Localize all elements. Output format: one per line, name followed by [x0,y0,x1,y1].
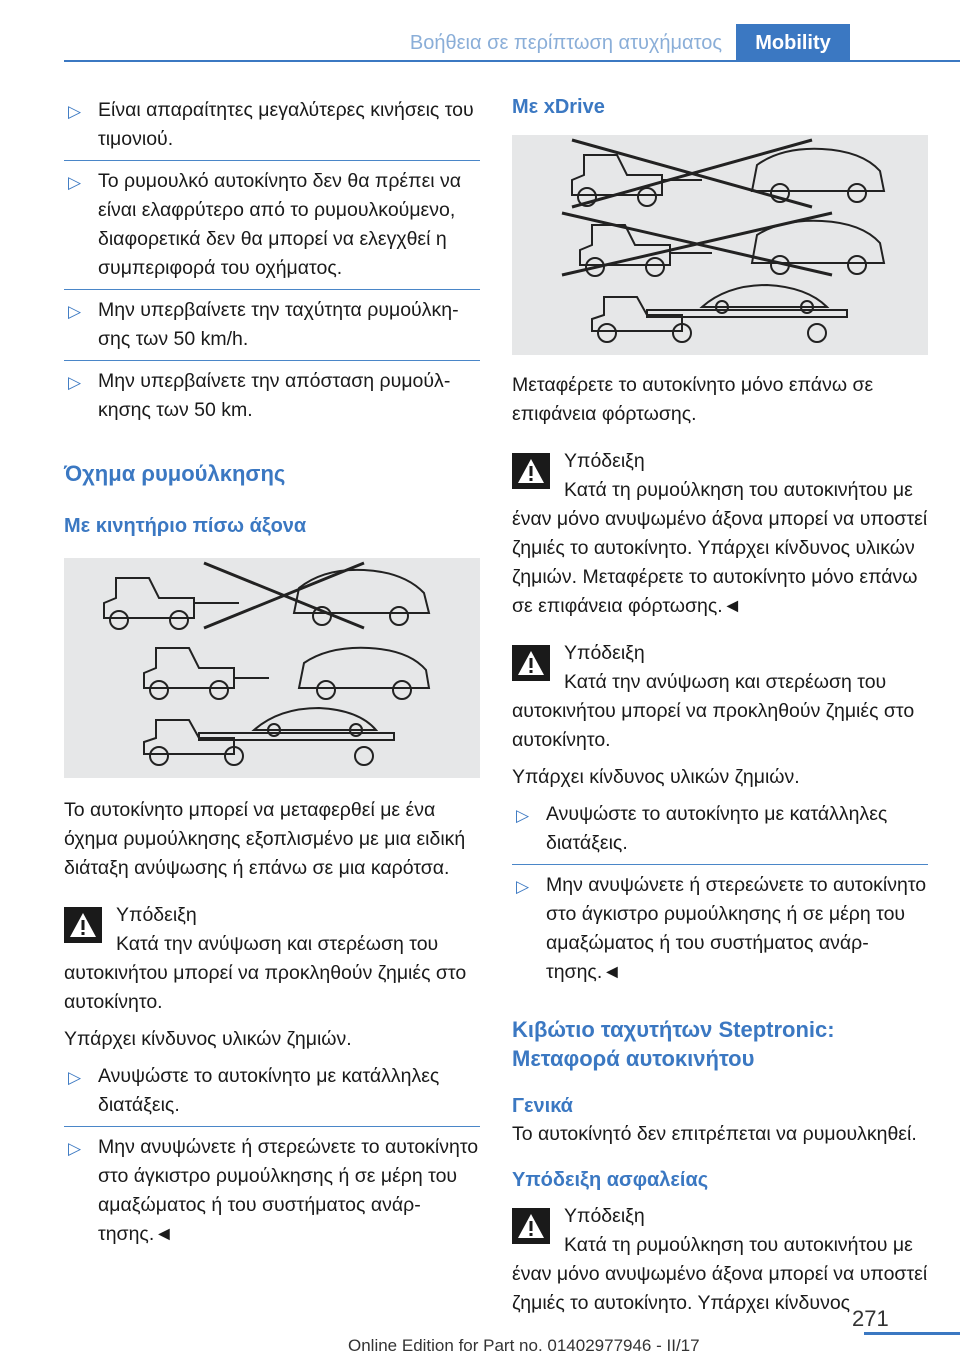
bullet-triangle-icon: ▷ [516,877,530,896]
bullet-triangle-icon: ▷ [516,806,530,825]
note-text: Κατά τη ρυμούλκηση του αυτοκινήτου με έναν μόνο ανυψωμένο άξονα μπορεί να υποστεί ζημιές το αυτοκίνητο. Υπάρχει κίνδυνος [512,1234,928,1314]
subheading-rear-axle: Με κινητήριο πίσω άξονα [64,515,307,537]
risk-list [64,1062,480,1255]
xdrive-caption: Μεταφέρετε το αυτοκίνητο μόνο επάνω σε επιφάνεια φόρτωσης. [512,374,874,425]
general-text: Το αυτοκίνητό δεν επιτρέπεται να ρυμουλκηθεί. [512,1123,917,1145]
risk-list [512,800,928,993]
towing-illustration-rwd [64,558,480,778]
subheading-safety-note: Υπόδειξη ασφαλείας [512,1169,709,1191]
note-block [512,447,928,621]
list-item: ▷ Μην ανυψώνετε ή στερεώνετε το αυτοκίνητο στο άγκιστρο ρυμούλκησης ή σε μέρη του αμαξώματος ή του συστήματος ανάρτησης.◄ [68,1136,479,1245]
list-item: ▷ Μην ανυψώνετε ή στερεώνετε το αυτοκίνητο στο άγκιστρο ρυμούλκησης ή σε μέρη του αμαξώματος ή του συστήματος ανάρτησης.◄ [516,874,927,983]
note-title: Υπόδειξη [564,642,645,664]
note-block [512,639,928,755]
list-item: ▷ Ανυψώστε το αυτοκίνητο με κατάλληλες διατάξεις. [512,800,928,865]
bullet-triangle-icon: ▷ [68,1068,82,1087]
subheading-general: Γενικά [512,1095,573,1117]
page-header [0,0,960,62]
note-text: Κατά την ανύψωση και στερέωση του αυτοκινήτου μπορεί να προκληθούν ζημιές στο αυτοκίνητο. [512,671,915,751]
footer-rule [864,1332,960,1335]
list-item: ▷ Μην υπερβαίνετε την ταχύτητα ρυμούλκησης των 50 km/h. [64,296,480,361]
risk-text: Υπάρχει κίνδυνος υλικών ζημιών. [512,766,800,788]
warning-icon [512,1208,550,1244]
section-heading-steptronic: Κιβώτιο ταχυτήτων Steptronic: Μεταφορά αυτοκινήτου [512,1017,835,1071]
header-section-title: Βοήθεια σε περίπτωση ατυχήματος [409,32,722,54]
section-heading-tow-vehicle: Όχημα ρυμούλκησης [64,461,286,486]
rwd-caption: Το αυτοκίνητο μπορεί να μεταφερθεί με ένα όχημα ρυμούλκησης εξοπλισμένο με μια ειδική διάταξη ανύψωσης ή επάνω σε μια καρότσα. [64,799,466,879]
bullet-triangle-icon: ▷ [68,373,82,392]
header-rule [64,60,960,62]
towing-illustration-xdrive [512,135,928,355]
list-item: ▷ Το ρυμουλκό αυτοκίνητο δεν θα πρέπει να είναι ελαφρύτερο από το ρυμουλκούμενο, διαφορετικά δεν θα μπορεί να ελεγχθεί η συμπεριφορά του οχήματος. [64,167,480,290]
list-item: ▷ Μην υπερβαίνετε την απόσταση ρυμούλκησης των 50 km. [68,370,451,421]
page-number: 271 [852,1306,889,1331]
requirements-list [64,96,480,431]
list-item: ▷ Είναι απαραίτητες μεγαλύτερες κινήσεις του τιμονιού. [64,96,480,161]
bullet-triangle-icon: ▷ [68,102,82,121]
bullet-triangle-icon: ▷ [68,302,82,321]
note-title: Υπόδειξη [564,450,645,472]
towing-drawing [512,135,928,355]
footer-edition: Online Edition for Part no. 01402977946 - II/17 [348,1336,700,1355]
list-item: ▷ Ανυψώστε το αυτοκίνητο με κατάλληλες διατάξεις. [64,1062,480,1127]
warning-icon [512,645,550,681]
warning-icon [512,453,550,489]
note-title: Υπόδειξη [564,1205,645,1227]
note-block [64,901,480,1017]
bullet-triangle-icon: ▷ [68,1139,82,1158]
warning-icon [64,907,102,943]
towing-drawing [64,558,480,778]
note-text: Κατά τη ρυμούλκηση του αυτοκινήτου με έναν μόνο ανυψωμένο άξονα μπορεί να υποστεί ζημιές το αυτοκίνητο. Υπάρχει κίνδυνος υλικών ζημιών. Μεταφέρετε το αυτοκίνητο μόνο επάνω σε επιφάνεια φόρτωσης.◄ [512,479,928,617]
note-title: Υπόδειξη [116,904,197,926]
note-block [512,1202,928,1318]
risk-text: Υπάρχει κίνδυνος υλικών ζημιών. [64,1028,352,1050]
subheading-xdrive: Με xDrive [512,96,605,118]
right-column [512,96,928,1318]
header-tab-mobility: Mobility [736,24,850,62]
note-text: Κατά την ανύψωση και στερέωση του αυτοκινήτου μπορεί να προκληθούν ζημιές στο αυτοκίνητο. [64,933,467,1013]
left-column [64,96,480,1261]
bullet-triangle-icon: ▷ [68,173,82,192]
